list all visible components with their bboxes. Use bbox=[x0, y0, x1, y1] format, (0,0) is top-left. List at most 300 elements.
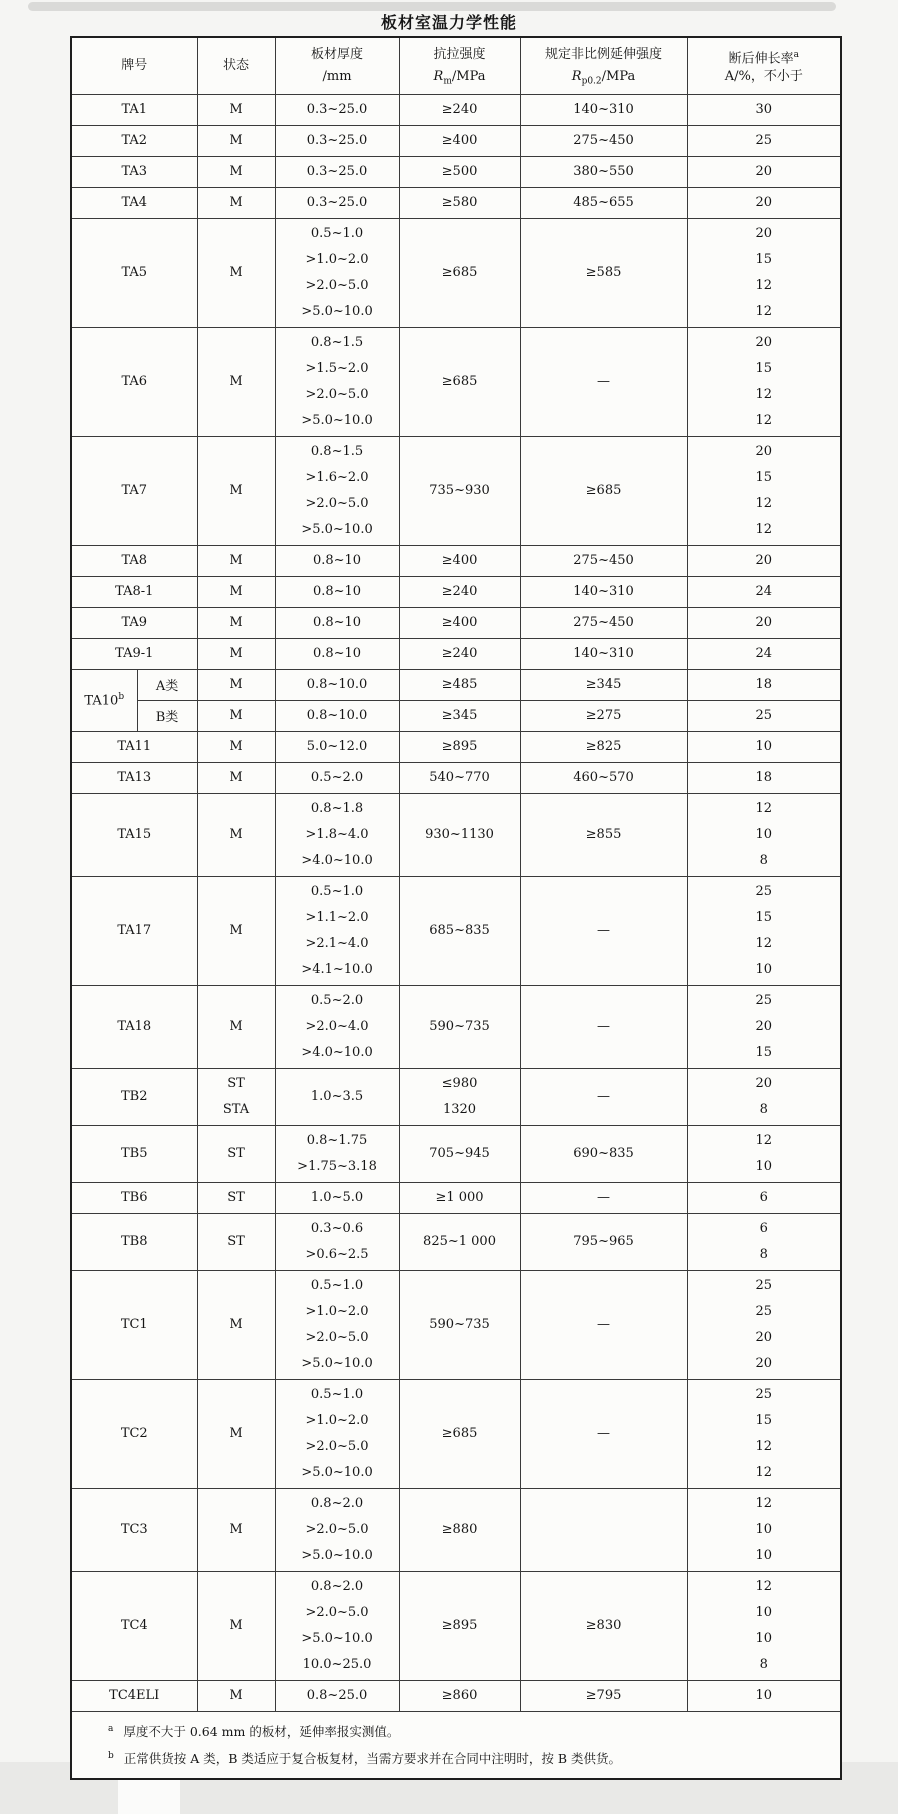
table-row bbox=[72, 985, 840, 1068]
col-header-thickness: 板材厚度 /mm bbox=[275, 38, 399, 94]
cell-value: 20 bbox=[755, 194, 773, 210]
table-row bbox=[72, 156, 840, 187]
grade-cell bbox=[72, 876, 197, 985]
cell-line: >2.0~5.0 bbox=[305, 386, 369, 402]
state-cell bbox=[197, 156, 275, 187]
tensile-strength-cell bbox=[399, 436, 520, 545]
thickness-cell bbox=[275, 1379, 399, 1488]
table-body bbox=[72, 94, 840, 1711]
table-row bbox=[72, 436, 840, 545]
cell-value: ≥830 bbox=[585, 1617, 622, 1633]
proof-strength-cell bbox=[520, 607, 687, 638]
cell-value: 0.3~25.0 bbox=[306, 132, 368, 148]
state-cell bbox=[197, 876, 275, 985]
cell-value: ≥345 bbox=[441, 707, 478, 723]
grade-label: TC1 bbox=[120, 1317, 148, 1332]
cell-value: 705~945 bbox=[429, 1145, 490, 1161]
cell-value: M bbox=[229, 922, 243, 938]
grade-cell bbox=[72, 1068, 197, 1125]
col-header-tensile-strength: 抗拉强度 $R_m$/MPa bbox=[399, 38, 520, 94]
cell-line: 12 bbox=[755, 1132, 773, 1148]
thickness-cell bbox=[275, 876, 399, 985]
elongation-cell bbox=[687, 700, 840, 731]
tensile-strength-cell bbox=[399, 327, 520, 436]
cell-line: 15 bbox=[755, 1412, 773, 1428]
tensile-strength-cell bbox=[399, 1068, 520, 1125]
cell-value: ≥400 bbox=[441, 552, 478, 568]
proof-strength-cell bbox=[520, 700, 687, 731]
cell-line: >1.0~2.0 bbox=[305, 1412, 369, 1428]
elongation-cell bbox=[687, 762, 840, 793]
cell-value: ≥1 000 bbox=[435, 1189, 484, 1205]
cell-line: 20 bbox=[755, 225, 773, 241]
elongation-cell bbox=[687, 125, 840, 156]
thickness-cell bbox=[275, 731, 399, 762]
tensile-strength-cell bbox=[399, 94, 520, 125]
cell-line: 8 bbox=[759, 1656, 768, 1672]
cell-value: M bbox=[229, 676, 243, 692]
cell-value: 24 bbox=[755, 583, 773, 599]
cell-line: >2.0~5.0 bbox=[305, 1521, 369, 1537]
footnote bbox=[108, 1744, 830, 1771]
tensile-strength-cell bbox=[399, 607, 520, 638]
cell-line: >1.0~2.0 bbox=[305, 1303, 369, 1319]
grade-label: TA8-1 bbox=[115, 584, 154, 599]
grade-cell bbox=[72, 607, 197, 638]
cell-line: >2.0~5.0 bbox=[305, 1604, 369, 1620]
cell-value: ≥895 bbox=[441, 738, 478, 754]
cell-value: M bbox=[229, 769, 243, 785]
cell-value: 590~735 bbox=[429, 1018, 490, 1034]
elongation-cell bbox=[687, 1571, 840, 1680]
grade-cell bbox=[72, 436, 197, 545]
cell-line: ≤980 bbox=[441, 1075, 478, 1091]
state-cell bbox=[197, 327, 275, 436]
cell-value: 485~655 bbox=[573, 194, 634, 210]
table-row bbox=[72, 1488, 840, 1571]
cell-value: 20 bbox=[755, 614, 773, 630]
table-row bbox=[72, 1270, 840, 1379]
cell-line: 12 bbox=[755, 1464, 773, 1480]
state-cell bbox=[197, 1125, 275, 1182]
tensile-strength-cell bbox=[399, 156, 520, 187]
cell-line: >5.0~10.0 bbox=[301, 1464, 373, 1480]
thickness-cell bbox=[275, 1571, 399, 1680]
col-header-state: 状态 bbox=[197, 38, 275, 94]
table-row bbox=[72, 638, 840, 669]
cell-value: ≥275 bbox=[585, 707, 622, 723]
cell-value: ≥685 bbox=[441, 373, 478, 389]
grade-label: TA18 bbox=[117, 1019, 152, 1034]
table-row bbox=[72, 218, 840, 327]
cell-line: 10.0~25.0 bbox=[302, 1656, 372, 1672]
thickness-cell bbox=[275, 125, 399, 156]
grade-label: TC4 bbox=[120, 1618, 148, 1633]
cell-line: 12 bbox=[755, 495, 773, 511]
grade-cell bbox=[72, 731, 197, 762]
cell-line: 20 bbox=[755, 1329, 773, 1345]
proof-strength-cell bbox=[520, 1270, 687, 1379]
cell-value: 0.3~25.0 bbox=[306, 194, 368, 210]
grade-label: TA5 bbox=[121, 265, 148, 280]
cell-value: ≥895 bbox=[441, 1617, 478, 1633]
grade-cell bbox=[72, 762, 197, 793]
thickness-cell bbox=[275, 218, 399, 327]
cell-line: 15 bbox=[755, 909, 773, 925]
state-cell bbox=[197, 1182, 275, 1213]
cell-line: >4.0~10.0 bbox=[301, 852, 373, 868]
table-row bbox=[72, 731, 840, 762]
proof-strength-cell bbox=[520, 876, 687, 985]
state-cell bbox=[197, 669, 275, 700]
cell-value: 25 bbox=[755, 132, 773, 148]
cell-value: — bbox=[597, 922, 611, 938]
table-row bbox=[72, 1182, 840, 1213]
table-row bbox=[72, 793, 840, 876]
tensile-strength-cell bbox=[399, 638, 520, 669]
state-cell bbox=[197, 700, 275, 731]
grade-cell bbox=[72, 187, 197, 218]
footnotes bbox=[72, 1711, 840, 1778]
tensile-strength-cell bbox=[399, 1571, 520, 1680]
footnote-marker: a bbox=[108, 1724, 114, 1734]
footnote-text: 正常供货按 A 类，B 类适应于复合板复材，当需方要求并在合同中注明时，按 B 类供货。 bbox=[123, 1751, 622, 1767]
proof-strength-cell bbox=[520, 762, 687, 793]
cell-value: M bbox=[229, 826, 243, 842]
cell-value: 10 bbox=[755, 1687, 773, 1703]
grade-class-cell bbox=[137, 700, 197, 731]
grade-label: TA1 bbox=[121, 102, 148, 117]
grade-cell bbox=[72, 1182, 197, 1213]
tensile-strength-cell bbox=[399, 1125, 520, 1182]
cell-value: M bbox=[229, 583, 243, 599]
state-cell bbox=[197, 607, 275, 638]
thickness-cell bbox=[275, 793, 399, 876]
cell-value: 0.8~10.0 bbox=[306, 676, 368, 692]
cell-value: 735~930 bbox=[429, 482, 490, 498]
grade-cell bbox=[72, 327, 197, 436]
tensile-strength-cell bbox=[399, 545, 520, 576]
cell-value: M bbox=[229, 264, 243, 280]
cell-line: >1.5~2.0 bbox=[305, 360, 369, 376]
cell-line: >1.1~2.0 bbox=[305, 909, 369, 925]
cell-line: STA bbox=[222, 1101, 250, 1117]
cell-line: >1.8~4.0 bbox=[305, 826, 369, 842]
thickness-cell bbox=[275, 700, 399, 731]
grade-label: TB5 bbox=[121, 1146, 148, 1161]
grade-cell bbox=[72, 1125, 197, 1182]
cell-line: >5.0~10.0 bbox=[301, 303, 373, 319]
elongation-cell bbox=[687, 218, 840, 327]
grade-cell bbox=[72, 218, 197, 327]
cell-line: >1.6~2.0 bbox=[305, 469, 369, 485]
elongation-cell bbox=[687, 1680, 840, 1711]
tensile-strength-cell bbox=[399, 1680, 520, 1711]
cell-value: M bbox=[229, 707, 243, 723]
table-row bbox=[72, 545, 840, 576]
cell-line: >4.1~10.0 bbox=[301, 961, 373, 977]
grade-label: B类 bbox=[155, 710, 179, 725]
thickness-cell bbox=[275, 1488, 399, 1571]
grade-label: TB6 bbox=[121, 1190, 148, 1205]
cell-line: 12 bbox=[755, 800, 773, 816]
state-cell bbox=[197, 1068, 275, 1125]
cell-line: 12 bbox=[755, 303, 773, 319]
elongation-cell bbox=[687, 1379, 840, 1488]
mechanical-properties-table bbox=[72, 38, 840, 1711]
cell-line: >1.75~3.18 bbox=[297, 1158, 377, 1174]
cell-value: M bbox=[229, 194, 243, 210]
grade-group-cell bbox=[72, 669, 137, 731]
state-cell bbox=[197, 545, 275, 576]
cell-value: ≥400 bbox=[441, 132, 478, 148]
cell-value: ≥400 bbox=[441, 614, 478, 630]
cell-value: 140~310 bbox=[573, 583, 634, 599]
proof-strength-cell bbox=[520, 1125, 687, 1182]
table-row bbox=[72, 125, 840, 156]
table-frame bbox=[70, 36, 842, 1780]
proof-strength-cell bbox=[520, 1379, 687, 1488]
cell-value: 0.3~25.0 bbox=[306, 163, 368, 179]
cell-line: 0.8~1.5 bbox=[310, 443, 364, 459]
table-row bbox=[72, 1379, 840, 1488]
grade-cell bbox=[72, 638, 197, 669]
cell-value: 0.3~25.0 bbox=[306, 101, 368, 117]
cell-value: 460~570 bbox=[573, 769, 634, 785]
table-row bbox=[72, 1680, 840, 1711]
cell-value: 0.8~10 bbox=[312, 552, 362, 568]
cell-value: 825~1 000 bbox=[423, 1233, 496, 1249]
elongation-cell bbox=[687, 1068, 840, 1125]
grade-label: TA10 bbox=[84, 693, 119, 709]
page-title: 板材室温力学性能 bbox=[380, 13, 517, 32]
cell-line: >1.0~2.0 bbox=[305, 251, 369, 267]
tensile-strength-cell bbox=[399, 187, 520, 218]
thickness-cell bbox=[275, 1182, 399, 1213]
grade-label: TA17 bbox=[117, 923, 152, 938]
thickness-cell bbox=[275, 327, 399, 436]
cell-line: >2.0~5.0 bbox=[305, 1329, 369, 1345]
cell-value: 18 bbox=[755, 769, 773, 785]
state-cell bbox=[197, 94, 275, 125]
cell-value: — bbox=[597, 1088, 611, 1104]
table-row bbox=[72, 94, 840, 125]
proof-strength-cell bbox=[520, 731, 687, 762]
cell-value: 140~310 bbox=[573, 101, 634, 117]
cell-value: 10 bbox=[755, 738, 773, 754]
cell-line: 12 bbox=[755, 1438, 773, 1454]
elongation-cell bbox=[687, 1488, 840, 1571]
cell-line: 0.8~1.8 bbox=[310, 800, 364, 816]
thickness-cell bbox=[275, 187, 399, 218]
table-row bbox=[72, 576, 840, 607]
grade-cell bbox=[72, 985, 197, 1068]
proof-strength-cell bbox=[520, 1213, 687, 1270]
cell-line: 10 bbox=[755, 1604, 773, 1620]
cell-line: 0.5~1.0 bbox=[310, 225, 364, 241]
elongation-cell bbox=[687, 1270, 840, 1379]
table-row bbox=[72, 669, 840, 700]
thickness-cell bbox=[275, 1125, 399, 1182]
grade-cell bbox=[72, 125, 197, 156]
cell-value: 380~550 bbox=[573, 163, 634, 179]
elongation-cell bbox=[687, 436, 840, 545]
cell-line: 8 bbox=[759, 852, 768, 868]
cell-line: 20 bbox=[755, 1018, 773, 1034]
state-cell bbox=[197, 187, 275, 218]
cell-line: 10 bbox=[755, 1547, 773, 1563]
cell-value: M bbox=[229, 1687, 243, 1703]
proof-strength-cell bbox=[520, 1068, 687, 1125]
cell-line: >2.0~5.0 bbox=[305, 1438, 369, 1454]
cell-value: 0.8~10 bbox=[312, 614, 362, 630]
elongation-cell bbox=[687, 187, 840, 218]
cell-value: M bbox=[229, 373, 243, 389]
grade-cell bbox=[72, 1571, 197, 1680]
cell-value: — bbox=[597, 1316, 611, 1332]
cell-value: ≥500 bbox=[441, 163, 478, 179]
cell-value: ≥345 bbox=[585, 676, 622, 692]
table-row bbox=[72, 607, 840, 638]
cell-value: ≥485 bbox=[441, 676, 478, 692]
tensile-strength-cell bbox=[399, 218, 520, 327]
cell-line: 12 bbox=[755, 935, 773, 951]
thickness-cell bbox=[275, 1680, 399, 1711]
table-row bbox=[72, 187, 840, 218]
cell-value: 0.8~25.0 bbox=[306, 1687, 368, 1703]
state-cell bbox=[197, 1379, 275, 1488]
cell-line: 10 bbox=[755, 1521, 773, 1537]
grade-cell bbox=[72, 545, 197, 576]
cell-value: 25 bbox=[755, 707, 773, 723]
table-row bbox=[72, 1125, 840, 1182]
cell-value: M bbox=[229, 1316, 243, 1332]
cell-line: 25 bbox=[755, 992, 773, 1008]
col-header-grade: 牌号 bbox=[72, 38, 197, 94]
grade-label: TC3 bbox=[120, 1522, 148, 1537]
cell-value: 275~450 bbox=[573, 614, 634, 630]
thickness-cell bbox=[275, 638, 399, 669]
elongation-cell bbox=[687, 876, 840, 985]
table-row bbox=[72, 1068, 840, 1125]
cell-value: 275~450 bbox=[573, 552, 634, 568]
proof-strength-cell bbox=[520, 156, 687, 187]
table-header bbox=[72, 38, 840, 94]
grade-cell bbox=[72, 156, 197, 187]
grade-cell bbox=[72, 1213, 197, 1270]
elongation-cell bbox=[687, 576, 840, 607]
cell-value: 0.8~10 bbox=[312, 645, 362, 661]
tensile-strength-cell bbox=[399, 731, 520, 762]
col-header-elongation: 断后伸长率$^a$ A/%，不小于 bbox=[687, 38, 840, 94]
elongation-cell bbox=[687, 327, 840, 436]
cell-value: 0.8~10.0 bbox=[306, 707, 368, 723]
table-row bbox=[72, 762, 840, 793]
state-cell bbox=[197, 1571, 275, 1680]
cell-line: 12 bbox=[755, 386, 773, 402]
cell-line: >5.0~10.0 bbox=[301, 1630, 373, 1646]
elongation-cell bbox=[687, 94, 840, 125]
cell-value: ≥685 bbox=[441, 1425, 478, 1441]
cell-value: M bbox=[229, 1617, 243, 1633]
thickness-cell bbox=[275, 985, 399, 1068]
tensile-strength-cell bbox=[399, 1270, 520, 1379]
cell-value: 0.8~10 bbox=[312, 583, 362, 599]
thickness-cell bbox=[275, 1270, 399, 1379]
tensile-strength-cell bbox=[399, 985, 520, 1068]
cell-line: 0.8~1.5 bbox=[310, 334, 364, 350]
cell-line: 25 bbox=[755, 1386, 773, 1402]
tensile-strength-cell bbox=[399, 125, 520, 156]
cell-value: 20 bbox=[755, 163, 773, 179]
cell-line: 10 bbox=[755, 1630, 773, 1646]
tensile-strength-cell bbox=[399, 793, 520, 876]
grade-label: TB2 bbox=[121, 1089, 148, 1104]
grade-label: A类 bbox=[155, 679, 179, 694]
cell-value: M bbox=[229, 645, 243, 661]
proof-strength-cell bbox=[520, 1571, 687, 1680]
tensile-strength-cell bbox=[399, 669, 520, 700]
grade-cell bbox=[72, 1680, 197, 1711]
grade-label: TA9-1 bbox=[115, 646, 154, 661]
state-cell bbox=[197, 1488, 275, 1571]
thickness-cell bbox=[275, 669, 399, 700]
cell-line: >5.0~10.0 bbox=[301, 412, 373, 428]
cell-line: >5.0~10.0 bbox=[301, 521, 373, 537]
cell-value: 5.0~12.0 bbox=[306, 738, 368, 754]
grade-cell bbox=[72, 793, 197, 876]
proof-strength-cell bbox=[520, 1680, 687, 1711]
thickness-cell bbox=[275, 436, 399, 545]
cell-value: ≥685 bbox=[585, 482, 622, 498]
cell-value: ≥240 bbox=[441, 645, 478, 661]
cell-value: M bbox=[229, 552, 243, 568]
cell-value: 6 bbox=[759, 1189, 768, 1205]
cell-line: 25 bbox=[755, 1277, 773, 1293]
tensile-strength-cell bbox=[399, 1379, 520, 1488]
proof-strength-cell bbox=[520, 1488, 687, 1571]
cell-line: >0.6~2.5 bbox=[305, 1246, 369, 1262]
cell-value: M bbox=[229, 101, 243, 117]
proof-strength-cell bbox=[520, 436, 687, 545]
cell-line: >5.0~10.0 bbox=[301, 1355, 373, 1371]
cell-value: M bbox=[229, 163, 243, 179]
grade-label: TC2 bbox=[120, 1426, 148, 1441]
grade-label: TA7 bbox=[121, 483, 148, 498]
cell-value: 795~965 bbox=[573, 1233, 634, 1249]
cell-value: ≥855 bbox=[585, 826, 622, 842]
state-cell bbox=[197, 985, 275, 1068]
header-row bbox=[72, 38, 840, 94]
cell-value: M bbox=[229, 1521, 243, 1537]
cell-line: 12 bbox=[755, 412, 773, 428]
cell-value: M bbox=[229, 132, 243, 148]
table-row bbox=[72, 327, 840, 436]
cell-line: 0.8~1.75 bbox=[306, 1132, 368, 1148]
cell-line: 0.8~2.0 bbox=[310, 1578, 364, 1594]
thickness-cell bbox=[275, 94, 399, 125]
cell-value: 30 bbox=[755, 101, 773, 117]
cell-value: 275~450 bbox=[573, 132, 634, 148]
cell-value: ST bbox=[227, 1189, 245, 1205]
cell-line: 20 bbox=[755, 443, 773, 459]
cell-value: 140~310 bbox=[573, 645, 634, 661]
footnote-text: 厚度不大于 0.64 mm 的板材，延伸率报实测值。 bbox=[123, 1724, 400, 1740]
cell-line: 20 bbox=[755, 1355, 773, 1371]
cell-line: 8 bbox=[759, 1101, 768, 1117]
proof-strength-cell bbox=[520, 985, 687, 1068]
cell-value: ≥585 bbox=[585, 264, 622, 280]
